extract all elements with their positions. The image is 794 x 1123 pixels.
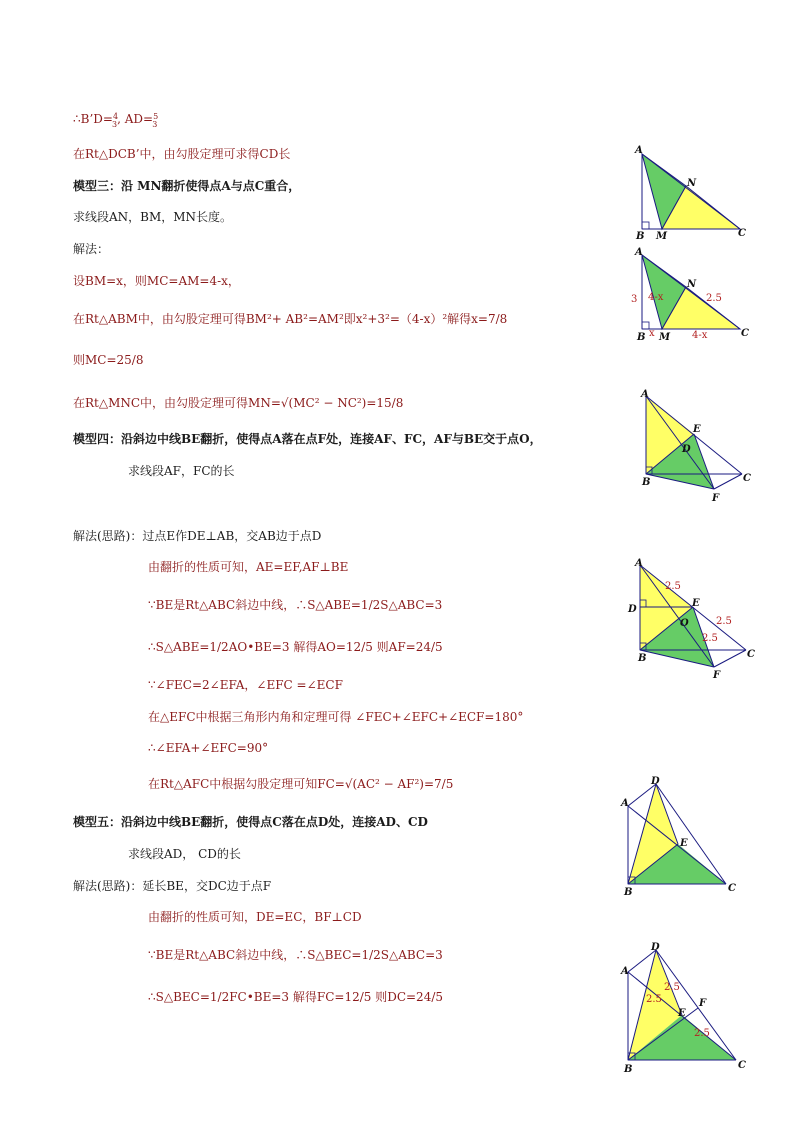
text-line-12: 解法(思路)：过点E作DE⊥AB，交AB边于点D <box>73 529 322 543</box>
text-line-15: ∴S△ABE=1/2AO•BE=3 解得AO=12/5 则AF=24/5 <box>148 640 443 654</box>
fig5-label-D: D <box>651 776 660 787</box>
fig4-measure-2: 2.5 <box>716 616 732 627</box>
fig4-label-O: O <box>680 618 689 629</box>
text-line-25: ∴S△BEC=1/2FC•BE=3 解得FC=12/5 则DC=24/5 <box>148 990 444 1004</box>
text-line-10: 模型四：沿斜边中线BE翻折，使得点A落在点F处，连接AF、FC，AF与BE交于点O， <box>73 432 542 446</box>
fig5-label-C: C <box>728 883 736 894</box>
text-line-2: 在Rt△DCB’中，由勾股定理可求得CD长 <box>73 147 291 161</box>
fig1-label-N: N <box>687 178 697 189</box>
text-line-21: 求线段AD， CD的长 <box>128 847 241 861</box>
figure-model5-a <box>618 772 748 900</box>
fig6-measure-2: 2.5 <box>664 982 680 993</box>
fig4-label-D: D <box>628 604 637 615</box>
text-line-3: 模型三：沿 MN翻折使得点A与点C重合， <box>73 179 301 193</box>
fig3-label-A: A <box>641 389 649 400</box>
fig3-label-E: E <box>693 424 701 435</box>
fig1-label-B: B <box>636 231 645 240</box>
fig4-label-C: C <box>747 649 755 660</box>
fig4-measure-3: 2.5 <box>702 633 718 644</box>
fig6-label-D: D <box>651 942 660 953</box>
text-line-4: 求线段AN，BM，MN长度。 <box>73 210 233 224</box>
fig2-label-M: M <box>659 332 671 343</box>
fig4-label-A: A <box>635 558 643 569</box>
fig2-label-C: C <box>741 328 749 339</box>
fig3-label-F: F <box>712 493 720 504</box>
fig2-label-A: A <box>635 247 643 258</box>
fig6-label-B: B <box>624 1064 633 1075</box>
fig2-measure-nc: 2.5 <box>706 293 722 304</box>
text-line-24: ∵BE是Rt△ABC斜边中线，∴S△BEC=1/2S△ABC=3 <box>148 948 443 962</box>
text-line-7: 在Rt△ABM中，由勾股定理可得BM²+ AB²=AM²即x²+3²=（4-x）²解得x=7/8 <box>73 312 508 326</box>
text-line-11: 求线段AF，FC的长 <box>128 464 235 478</box>
figure-model4-b <box>624 557 759 682</box>
fig6-label-E: E <box>678 1008 686 1019</box>
fig2-measure-ab: 3 <box>631 294 638 305</box>
fig4-measure-1: 2.5 <box>665 581 681 592</box>
fig2-measure-bm: x <box>649 328 655 339</box>
figure-model3-b <box>620 245 760 345</box>
fig4-label-F: F <box>713 670 721 681</box>
text-line-22: 解法(思路)：延长BE，交DC边于点F <box>73 879 272 893</box>
fig4-label-E: E <box>692 598 700 609</box>
text-line-16: ∵∠FEC=2∠EFA，∠EFC =∠ECF <box>148 678 343 692</box>
fig3-label-B: B <box>642 477 651 488</box>
text-line-9: 在Rt△MNC中，由勾股定理可得MN=√(MC² − NC²)=15/8 <box>73 396 404 410</box>
text-line-17: 在△EFC中根据三角形内角和定理可得 ∠FEC+∠EFC+∠ECF=180° <box>148 710 524 724</box>
fig3-label-D: D <box>682 444 691 455</box>
text-line-8: 则MC=25/8 <box>73 353 144 367</box>
fig2-label-N: N <box>687 279 697 290</box>
fig1-label-C: C <box>738 228 746 239</box>
text-line-14: ∵BE是Rt△ABC斜边中线，∴S△ABE=1/2S△ABC=3 <box>148 598 443 612</box>
text-line-5: 解法： <box>73 242 110 256</box>
fig1-label-M: M <box>656 231 668 240</box>
text-line-19: 在Rt△AFC中根据勾股定理可知FC=√(AC² − AF²)=7/5 <box>148 777 454 791</box>
text-line-6: 设BM=x，则MC=AM=4-x， <box>73 274 240 288</box>
text-line-23: 由翻折的性质可知，DE=EC，BF⊥CD <box>148 910 362 924</box>
fig5-label-B: B <box>624 887 633 898</box>
fig2-measure-mc: 4-x <box>692 330 708 341</box>
text-line-13: 由翻折的性质可知，AE=EF,AF⊥BE <box>148 560 349 574</box>
text-line-20: 模型五：沿斜边中线BE翻折，使得点C落在点D处，连接AD、CD <box>73 815 428 829</box>
fig6-label-F: F <box>699 998 707 1009</box>
figure-model4-a <box>636 388 756 506</box>
fig6-label-A: A <box>621 966 629 977</box>
fig6-measure-3: 2.5 <box>694 1028 710 1039</box>
fig2-label-B: B <box>637 332 646 343</box>
figure-model5-b <box>618 938 753 1078</box>
text-line-1: ∴B’D=$^4_3$, AD=$^5_3$ <box>73 112 159 129</box>
fig5-label-E: E <box>680 838 688 849</box>
text-line-18: ∴∠EFA+∠EFC=90° <box>148 741 269 755</box>
fig3-label-C: C <box>743 473 751 484</box>
fig2-measure-am: 4-x <box>648 292 664 303</box>
fig6-label-C: C <box>738 1060 746 1071</box>
fig4-label-B: B <box>638 653 647 664</box>
fig5-label-A: A <box>621 798 629 809</box>
fig1-label-A: A <box>635 145 643 156</box>
fig6-measure-1: 2.5 <box>646 994 662 1005</box>
figure-model3-a <box>628 140 758 240</box>
